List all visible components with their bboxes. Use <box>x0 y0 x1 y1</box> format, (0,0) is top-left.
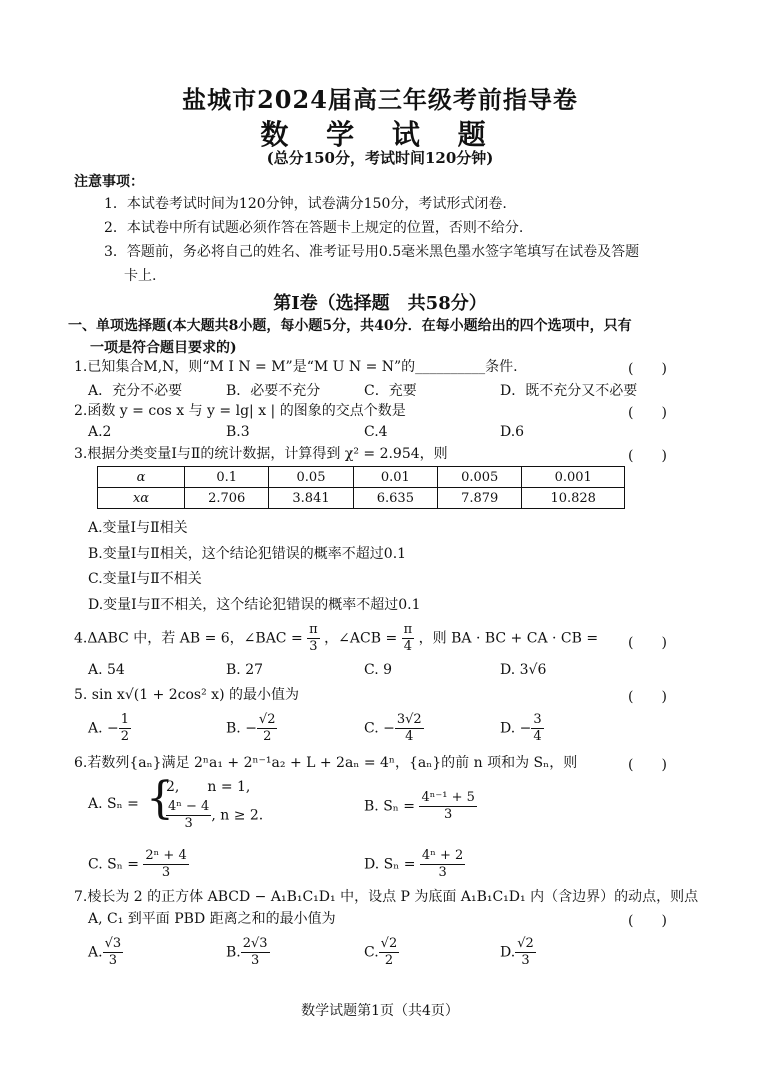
table-head-cell: α <box>98 467 185 488</box>
option-fraction <box>419 790 476 823</box>
q3-option-a: A.变量Ⅰ与Ⅱ相关 <box>88 520 188 536</box>
option-fraction <box>531 712 543 745</box>
question-7-stem: A, C₁ 到平面 PBD 距离之和的最小值为 <box>88 911 336 927</box>
option-label: B. <box>226 944 241 961</box>
q4-option-b: B. 27 <box>226 662 264 678</box>
fraction-denominator: 3 <box>444 807 453 822</box>
option-label: A. <box>88 944 103 961</box>
fraction-numerator: 3√2 <box>396 712 422 727</box>
fraction-denominator: 3 <box>108 953 117 968</box>
notice-heading: 注意事项： <box>74 174 144 190</box>
option-label: D. − <box>500 720 532 737</box>
section-intro: 一项是符合题目要求的) <box>90 340 237 356</box>
fraction-denominator: 4 <box>403 639 413 654</box>
option-label: B. − <box>226 720 257 737</box>
q4-option-a: A. 54 <box>88 662 125 678</box>
answer-paren: ( ) <box>628 448 667 464</box>
option-fraction <box>241 936 270 969</box>
fraction-numerator: 2ⁿ + 4 <box>145 848 187 863</box>
q5-option-d <box>500 712 544 745</box>
q6-option-c <box>88 848 189 881</box>
answer-paren: ( ) <box>628 405 667 421</box>
notice-item: 1．本试卷考试时间为120分钟，试卷满分150分，考试形式闭卷. <box>104 196 507 212</box>
q7-option-d <box>500 936 536 969</box>
q5-option-b <box>226 712 277 745</box>
q2-option-d: D.6 <box>500 424 525 440</box>
question-4-stem <box>74 622 694 655</box>
q2-option-c: C.4 <box>364 424 388 440</box>
answer-paren: ( ) <box>628 689 667 705</box>
exam-title: 盐城市2024届高三年级考前指导卷 <box>182 85 578 114</box>
option-label: D. Sₙ = <box>364 856 416 873</box>
answer-paren: ( ) <box>628 757 667 773</box>
fraction-denominator: 2 <box>120 729 130 744</box>
fraction-numerator: 1 <box>120 712 130 727</box>
table-cell: 0.001 <box>522 467 625 488</box>
q6-option-b <box>364 790 477 823</box>
fraction-denominator: 4 <box>533 729 542 744</box>
q4-option-d: D. 3√6 <box>500 662 547 678</box>
q6-option-a-case1: 2, n = 1, <box>166 779 251 795</box>
q7-option-a <box>88 936 123 969</box>
option-label: A. − <box>88 720 119 737</box>
fraction-numerator: π <box>403 622 413 637</box>
case-condition: , n ≥ 2. <box>211 807 264 824</box>
fraction-numerator: √2 <box>517 936 534 951</box>
table-cell: 0.1 <box>185 467 269 488</box>
q5-option-a <box>88 712 131 745</box>
q4-option-c: C. 9 <box>364 662 393 678</box>
fraction-denominator: 2 <box>384 953 394 968</box>
section-title: 第Ⅰ卷（选择题 共58分） <box>273 293 487 314</box>
q7-option-c <box>364 936 399 969</box>
question-5-stem: 5. sin x√(1 + 2cos² x) 的最小值为 <box>74 687 299 703</box>
q5-option-c <box>364 712 424 745</box>
fraction-denominator: 2 <box>263 729 272 744</box>
fraction-denominator: 3 <box>251 953 260 968</box>
fraction-numerator: 2√3 <box>242 936 268 951</box>
question-7-stem: 7.棱长为 2 的正方体 ABCD − A₁B₁C₁D₁ 中，设点 P 为底面 A₁B₁C₁D₁ 内（含边界）的动点，则点 <box>74 889 699 905</box>
notice-item: 2．本试卷中所有试题必须作答在答题卡上规定的位置，否则不给分. <box>104 220 524 236</box>
q4-fraction <box>307 622 320 655</box>
fraction-denominator: 3 <box>438 865 447 880</box>
notice-item: 卡上. <box>124 268 157 284</box>
option-label: C. − <box>364 720 395 737</box>
subject-title: 数 学 试 题 <box>260 118 500 151</box>
brace-symbol: { <box>146 773 174 824</box>
option-fraction <box>515 936 536 969</box>
option-label: C. <box>364 944 379 961</box>
fraction-numerator: 4ⁿ − 4 <box>168 799 210 814</box>
fraction-numerator: √3 <box>104 936 122 951</box>
q6-option-a-case2 <box>166 799 263 832</box>
q2-option-b: B.3 <box>226 424 250 440</box>
fraction-numerator: 4ⁿ + 2 <box>421 848 464 863</box>
option-fraction <box>379 936 400 969</box>
option-label: B. Sₙ = <box>364 798 416 815</box>
q1-option-d: D．既不充分又不必要 <box>500 383 638 399</box>
exam-subtitle: (总分150分，考试时间120分钟) <box>266 149 494 167</box>
option-fraction <box>395 712 424 745</box>
fraction-numerator: √2 <box>380 936 398 951</box>
notice-item: 3．答题前，务必将自己的姓名、准考证号用0.5毫米黑色墨水签字笔填写在试卷及答题 <box>104 244 640 260</box>
answer-paren: ( ) <box>628 913 667 929</box>
q3-option-b: B.变量Ⅰ与Ⅱ相关，这个结论犯错误的概率不超过0.1 <box>88 546 407 562</box>
fraction-denominator: 4 <box>405 729 414 744</box>
option-fraction <box>143 848 188 881</box>
table-row <box>98 467 625 488</box>
q4-stem-part: 4.ΔABC 中，若 AB = 6，∠BAC = <box>74 630 303 647</box>
question-6-stem: 6.若数列{aₙ}满足 2ⁿa₁ + 2ⁿ⁻¹a₂ + L + 2aₙ = 4ⁿ，{aₙ}的前 n 项和为 Sₙ，则 <box>74 755 578 771</box>
fraction-denominator: 3 <box>521 953 530 968</box>
table-head-cell: xα <box>98 488 185 509</box>
question-3-stem: 3.根据分类变量Ⅰ与Ⅱ的统计数据，计算得到 χ² = 2.954，则 <box>74 446 448 462</box>
table-row <box>98 488 625 509</box>
table-cell: 0.01 <box>353 467 437 488</box>
answer-paren: ( ) <box>628 635 667 651</box>
q4-stem-part: ，∠ACB = <box>324 630 398 647</box>
q1-option-a: A．充分不必要 <box>88 383 183 399</box>
question-2-stem: 2.函数 y = cos x 与 y = lg| x | 的图象的交点个数是 <box>74 403 406 419</box>
fraction-numerator: π <box>309 622 318 637</box>
section-intro: 一、单项选择题(本大题共8小题，每小题5分，共40分．在每小题给出的四个选项中，只有 <box>68 318 632 334</box>
fraction-denominator: 3 <box>161 865 171 880</box>
q4-stem-part: ，则 BA · BC + CA · CB = <box>418 630 599 647</box>
q3-option-c: C.变量Ⅰ与Ⅱ不相关 <box>88 571 202 587</box>
fraction-denominator: 3 <box>184 816 193 831</box>
table-cell: 3.841 <box>269 488 353 509</box>
q3-option-d: D.变量Ⅰ与Ⅱ不相关，这个结论犯错误的概率不超过0.1 <box>88 597 421 613</box>
answer-paren: ( ) <box>628 361 667 377</box>
page-footer: 数学试题第1页（共4页） <box>301 1003 459 1019</box>
table-cell: 7.879 <box>438 488 522 509</box>
question-1-stem: 1.已知集合M,N，则“M I N = M”是“M U N = N”的__________条件. <box>74 359 518 375</box>
q6-option-a-label: A. Sₙ = <box>88 796 139 812</box>
option-fraction <box>420 848 465 881</box>
q4-fraction <box>402 622 415 655</box>
option-fraction <box>166 799 211 832</box>
table-cell: 2.706 <box>185 488 269 509</box>
q7-option-b <box>226 936 270 969</box>
q1-option-b: B．必要不充分 <box>226 383 321 399</box>
option-fraction <box>119 712 131 745</box>
option-fraction <box>257 712 278 745</box>
option-fraction <box>103 936 124 969</box>
fraction-numerator: 4ⁿ⁻¹ + 5 <box>421 790 475 805</box>
option-label: D. <box>500 944 516 961</box>
q6-option-d <box>364 848 465 881</box>
table-cell: 6.635 <box>353 488 437 509</box>
q1-option-c: C．充要 <box>364 383 417 399</box>
q2-option-a: A.2 <box>88 424 112 440</box>
table-cell: 0.05 <box>269 467 353 488</box>
critical-value-table <box>97 466 625 509</box>
fraction-denominator: 3 <box>309 639 318 654</box>
table-cell: 0.005 <box>438 467 522 488</box>
fraction-numerator: √2 <box>258 712 276 727</box>
fraction-numerator: 3 <box>533 712 542 727</box>
table-cell: 10.828 <box>522 488 625 509</box>
option-label: C. Sₙ = <box>88 856 139 873</box>
